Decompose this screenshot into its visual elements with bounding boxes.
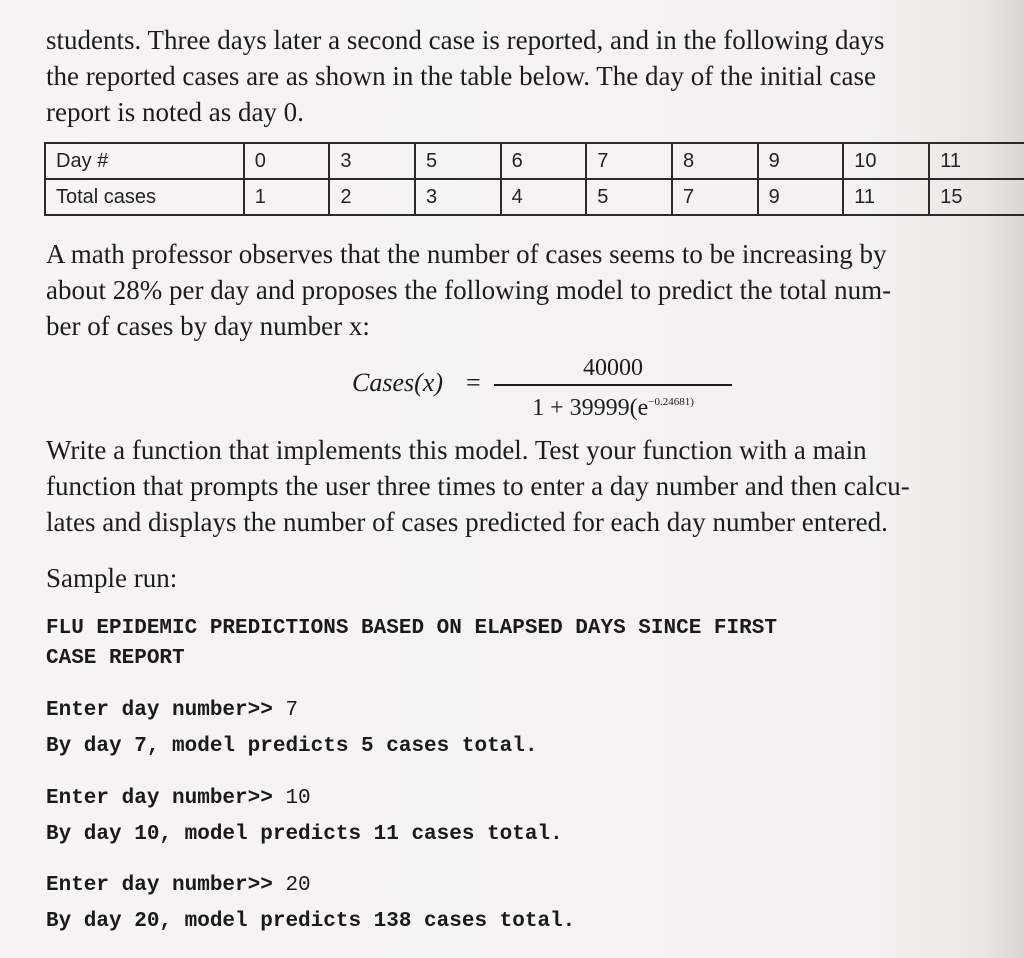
denominator-base: 1 + 39999(e — [532, 395, 649, 421]
prompt-text: Enter day number>> — [46, 874, 286, 897]
cases-cell: 15 — [929, 179, 1024, 215]
table-row-cases — [45, 179, 1024, 215]
text-line: ber of cases by day number x: — [46, 311, 370, 341]
sample-run-label: Sample run: — [46, 563, 178, 593]
day-cell: 10 — [843, 143, 929, 179]
sample-header-line: CASE REPORT — [46, 647, 185, 670]
sample-result: By day 20, model predicts 138 cases total. — [46, 910, 576, 933]
user-input: 20 — [285, 874, 311, 897]
fraction-bar — [494, 384, 732, 386]
sample-prompt — [46, 871, 311, 901]
text-line: the reported cases are as shown in the table below. The day of the initial case — [46, 61, 876, 91]
day-cell: 9 — [758, 143, 844, 179]
day-cell: 5 — [415, 143, 501, 179]
cases-cell: 3 — [415, 179, 501, 215]
model-paragraph — [46, 236, 1024, 344]
cases-cell: 5 — [586, 179, 672, 215]
text-line: about 28% per day and proposes the following model to predict the total num- — [46, 275, 892, 305]
text-line: students. Three days later a second case is reported, and in the following days — [46, 25, 885, 55]
sample-result: By day 10, model predicts 11 cases total. — [46, 823, 563, 846]
text-line: A math professor observes that the number of cases seems to be increasing by — [46, 239, 887, 269]
day-cell: 0 — [244, 143, 330, 179]
sample-prompt — [46, 696, 298, 726]
day-cell: 8 — [672, 143, 758, 179]
formula-equals: = — [466, 368, 481, 397]
user-input: 10 — [285, 787, 311, 810]
text-line: Write a function that implements this model. Test your function with a main — [46, 435, 867, 465]
day-cell: 3 — [329, 143, 415, 179]
text-line: report is noted as day 0. — [46, 97, 304, 127]
sample-prompt — [46, 784, 311, 814]
formula-denominator — [494, 388, 732, 422]
task-paragraph — [46, 432, 1024, 540]
cases-cell: 11 — [843, 179, 929, 215]
day-cell: 11 — [929, 143, 1024, 179]
intro-paragraph — [46, 22, 1024, 130]
formula-lhs: Cases(x) — [352, 368, 443, 397]
text-line: lates and displays the number of cases predicted for each day number entered. — [46, 507, 888, 537]
cases-cell: 4 — [501, 179, 587, 215]
formula-fraction — [494, 354, 732, 422]
prompt-text: Enter day number>> — [46, 699, 286, 722]
sample-header-line: FLU EPIDEMIC PREDICTIONS BASED ON ELAPSED DAYS SINCE FIRST — [46, 617, 777, 640]
row-header-cases: Total cases — [45, 179, 244, 215]
user-input: 7 — [285, 699, 299, 722]
cases-cell: 9 — [758, 179, 844, 215]
sample-result: By day 7, model predicts 5 cases total. — [46, 735, 538, 758]
cases-cell: 2 — [329, 179, 415, 215]
text-line: function that prompts the user three times to enter a day number and then calcu- — [46, 471, 910, 501]
day-cell: 6 — [501, 143, 587, 179]
table-row-days — [45, 143, 1024, 179]
row-header-day: Day # — [45, 143, 244, 179]
prompt-text: Enter day number>> — [46, 787, 286, 810]
day-cell: 7 — [586, 143, 672, 179]
cases-table — [44, 142, 1024, 216]
formula-numerator: 40000 — [583, 355, 643, 381]
cases-cell: 1 — [244, 179, 330, 215]
cases-cell: 7 — [672, 179, 758, 215]
denominator-exponent: −0.24681) — [648, 396, 694, 408]
